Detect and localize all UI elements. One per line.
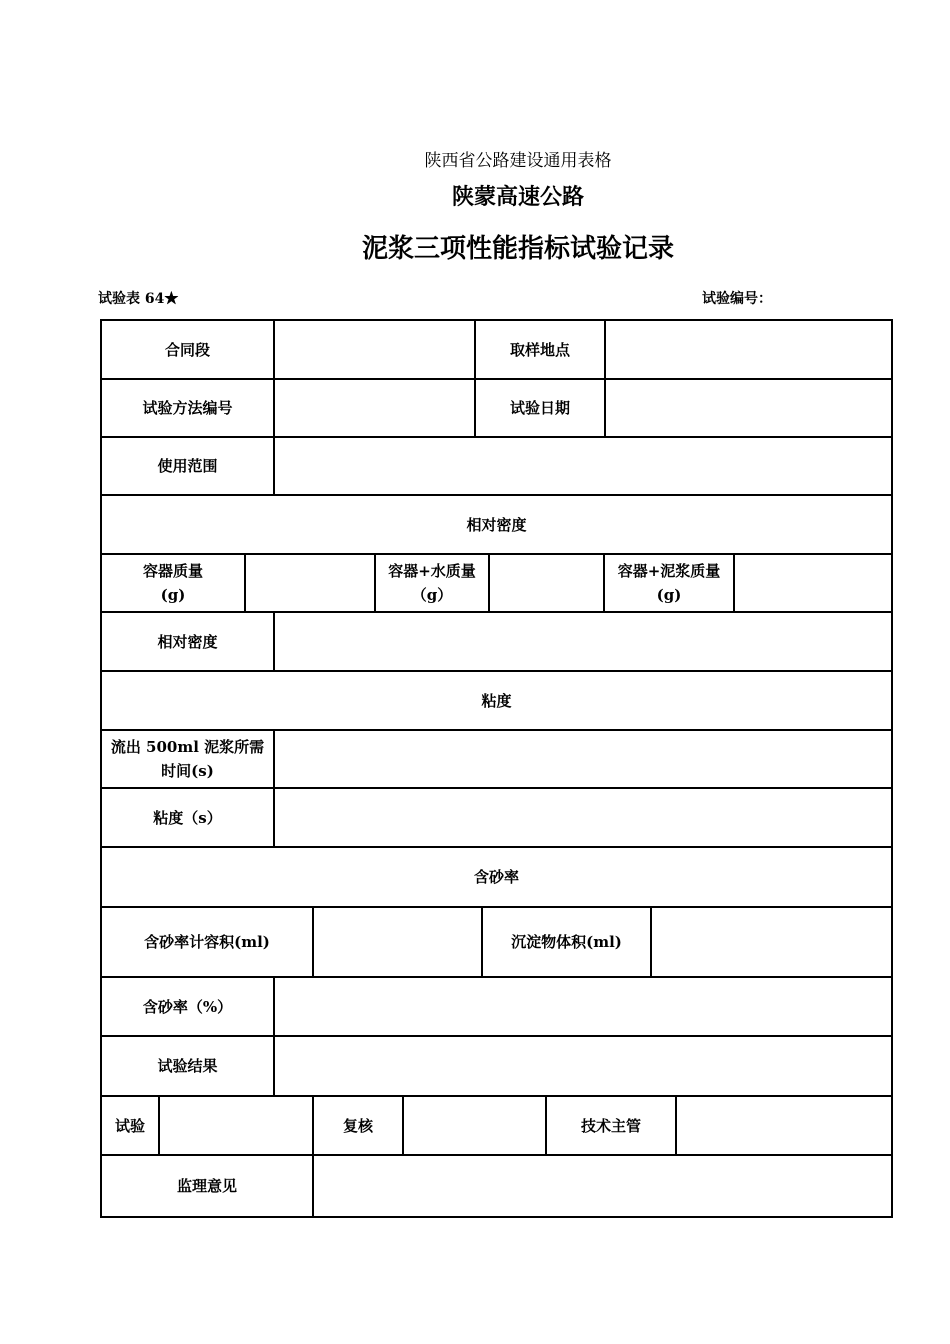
usage-scope-field[interactable] <box>275 438 891 496</box>
sediment-volume-field[interactable] <box>652 908 891 978</box>
container-slurry-mass-unit: (g) <box>656 586 682 604</box>
section-viscosity: 粘度 <box>102 672 891 731</box>
container-water-mass-unit: （g） <box>411 586 453 604</box>
form-category: 陕西省公路建设通用表格 <box>424 151 612 171</box>
relative-density-field[interactable] <box>275 613 891 672</box>
record-table <box>100 319 893 1218</box>
test-number-label: 试验编号： <box>702 291 772 307</box>
viscosity-s-field[interactable] <box>275 789 891 848</box>
label-contract-section: 合同段 <box>102 321 275 380</box>
sand-content-pct-field[interactable] <box>275 978 891 1037</box>
page-title: 泥浆三项性能指标试验记录 <box>361 234 674 264</box>
test-result-field[interactable] <box>275 1037 891 1097</box>
form-number: 试验表 64★ <box>98 291 179 307</box>
label-supervision-opinion: 监理意见 <box>102 1156 314 1216</box>
test-date-field[interactable] <box>606 380 891 438</box>
container-water-mass-text: 容器+水质量 <box>388 562 476 580</box>
contract-section-field[interactable] <box>275 321 476 380</box>
outflow-time-field[interactable] <box>275 731 891 789</box>
reviewer-field[interactable] <box>404 1097 547 1156</box>
label-container-mass <box>102 555 246 613</box>
label-sediment-volume: 沉淀物体积(ml) <box>483 908 652 978</box>
label-test-result: 试验结果 <box>102 1037 275 1097</box>
container-mass-text: 容器质量 <box>142 562 203 580</box>
label-container-slurry-mass <box>605 555 735 613</box>
label-test-method-no: 试验方法编号 <box>102 380 275 438</box>
outflow-time-text-2: 时间(s) <box>161 762 214 780</box>
tester-field[interactable] <box>160 1097 314 1156</box>
outflow-time-text: 流出 500ml 泥浆所需 <box>110 738 265 756</box>
label-usage-scope: 使用范围 <box>102 438 275 496</box>
label-outflow-time <box>102 731 275 789</box>
sampling-location-field[interactable] <box>606 321 891 380</box>
container-water-mass-field[interactable] <box>490 555 605 613</box>
section-relative-density: 相对密度 <box>102 496 891 555</box>
label-tester: 试验 <box>102 1097 160 1156</box>
test-method-no-field[interactable] <box>275 380 476 438</box>
label-technical-supervisor: 技术主管 <box>547 1097 677 1156</box>
label-relative-density: 相对密度 <box>102 613 275 672</box>
container-slurry-mass-text: 容器+泥浆质量 <box>617 562 721 580</box>
label-test-date: 试验日期 <box>476 380 606 438</box>
label-sand-content-pct: 含砂率（%） <box>102 978 275 1037</box>
label-sand-meter-volume: 含砂率计容积(ml) <box>102 908 314 978</box>
container-slurry-mass-field[interactable] <box>735 555 891 613</box>
container-mass-field[interactable] <box>246 555 376 613</box>
sand-meter-volume-field[interactable] <box>314 908 483 978</box>
label-sampling-location: 取样地点 <box>476 321 606 380</box>
project-name: 陕蒙高速公路 <box>451 185 584 210</box>
container-mass-unit: (g) <box>160 586 186 604</box>
section-sand-content: 含砂率 <box>102 848 891 908</box>
supervision-opinion-field[interactable] <box>314 1156 891 1216</box>
label-reviewer: 复核 <box>314 1097 404 1156</box>
label-container-water-mass <box>376 555 490 613</box>
technical-supervisor-field[interactable] <box>677 1097 891 1156</box>
label-viscosity-s: 粘度（s） <box>102 789 275 848</box>
